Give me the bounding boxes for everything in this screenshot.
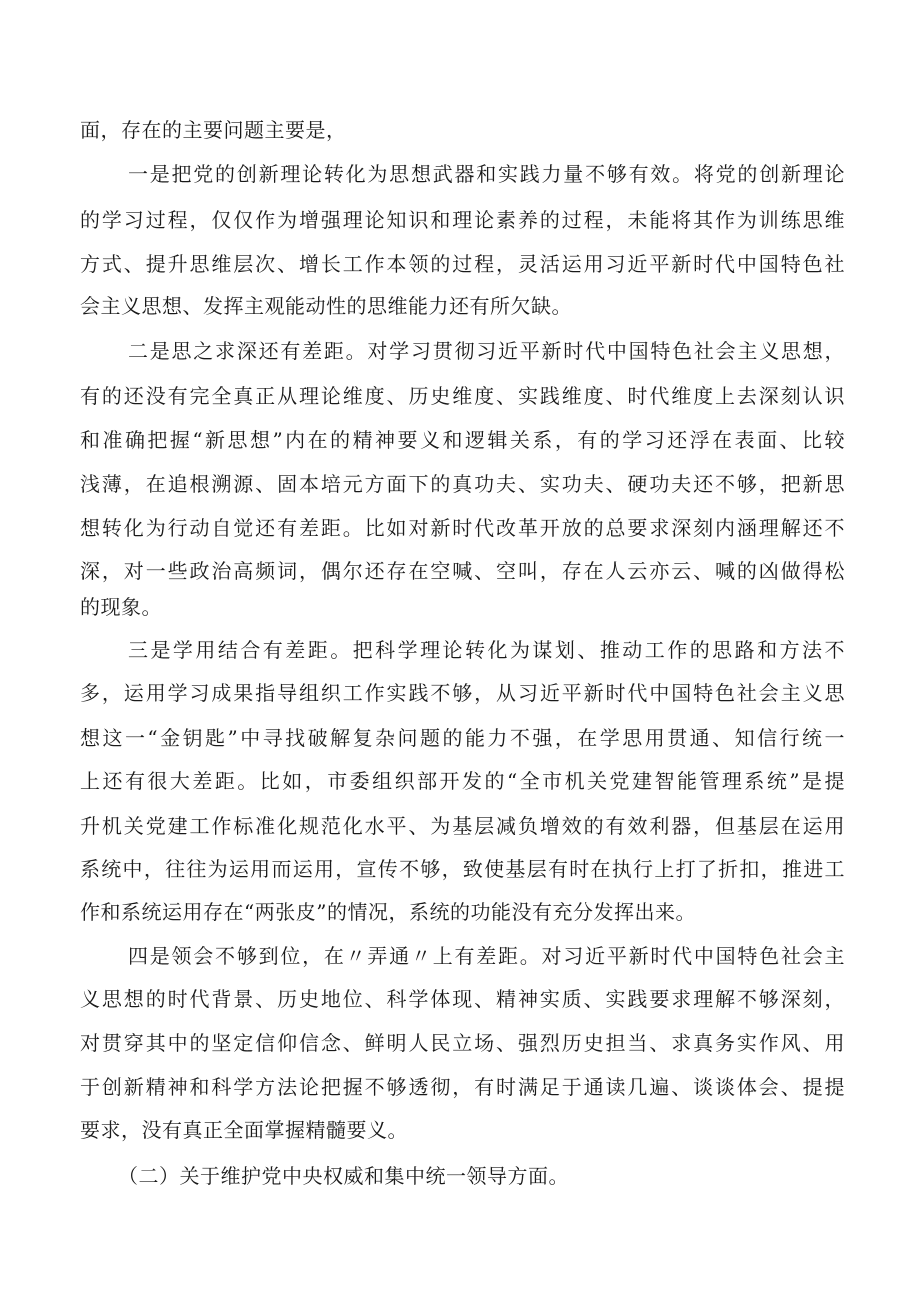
- text-line: 有的还没有完全真正从理论维度、历史维度、实践维度、时代维度上去深刻认识: [80, 384, 845, 408]
- text-line: 多，运用学习成果指导组织工作实践不够，从习近平新时代中国特色社会主义思: [80, 681, 845, 705]
- text-line: 和准确把握“新思想”内在的精神要义和逻辑关系，有的学习还浮在表面、比较: [80, 428, 845, 452]
- text-line: 上还有很大差距。比如，市委组织部开发的“全市机关党建智能管理系统”是提: [80, 769, 845, 793]
- text-line: 二是思之求深还有差距。对学习贯彻习近平新时代中国特色社会主义思想，: [128, 339, 845, 363]
- text-line: 升机关党建工作标准化规范化水平、为基层减负增效的有效利器，但基层在运用: [80, 814, 845, 838]
- text-line: 三是学用结合有差距。把科学理论转化为谋划、推动工作的思路和方法不: [128, 638, 845, 662]
- text-line: 想转化为行动自觉还有差距。比如对新时代改革开放的总要求深刻内涵理解还不: [80, 516, 845, 540]
- text-line: 会主义思想、发挥主观能动性的思维能力还有所欠缺。: [80, 294, 572, 318]
- text-line: 面，存在的主要问题主要是，: [80, 118, 347, 142]
- text-line: 浅薄，在追根溯源、固本培元方面下的真功夫、实功夫、硬功夫还不够，把新思: [80, 472, 845, 496]
- text-line: 要求，没有真正全面掌握精髓要义。: [80, 1118, 408, 1142]
- text-line: 四是领会不够到位，在〃弄通〃上有差距。对习近平新时代中国特色社会主: [128, 944, 845, 968]
- text-line: 系统中，往往为运用而运用，宣传不够，致使基层有时在执行上打了折扣，推进工: [80, 857, 845, 881]
- text-line: 作和系统运用存在“两张皮”的情况，系统的功能没有充分发挥出来。: [80, 900, 696, 924]
- text-line: 一是把党的创新理论转化为思想武器和实践力量不够有效。将党的创新理论: [128, 162, 845, 186]
- text-line: 深，对一些政治高频词，偶尔还存在空喊、空叫，存在人云亦云、喊的凶做得松: [80, 559, 845, 583]
- section-heading: （二）关于维护党中央权威和集中统一领导方面。: [118, 1164, 569, 1188]
- text-line: 义思想的时代背景、历史地位、科学体现、精神实质、实践要求理解不够深刻，: [80, 987, 845, 1011]
- text-line: 的现象。: [80, 595, 162, 619]
- text-line: 于创新精神和科学方法论把握不够透彻，有时满足于通读几遍、谈谈体会、提提: [80, 1075, 845, 1099]
- text-line: 方式、提升思维层次、增长工作本领的过程，灵活运用习近平新时代中国特色社: [80, 252, 845, 276]
- text-line: 想这一“金钥匙”中寻找破解复杂问题的能力不强，在学思用贯通、知信行统一: [80, 726, 845, 750]
- text-line: 对贯穿其中的坚定信仰信念、鲜明人民立场、强烈历史担当、求真务实作风、用: [80, 1031, 845, 1055]
- text-line: 的学习过程，仅仅作为增强理论知识和理论素养的过程，未能将其作为训练思维: [80, 208, 845, 232]
